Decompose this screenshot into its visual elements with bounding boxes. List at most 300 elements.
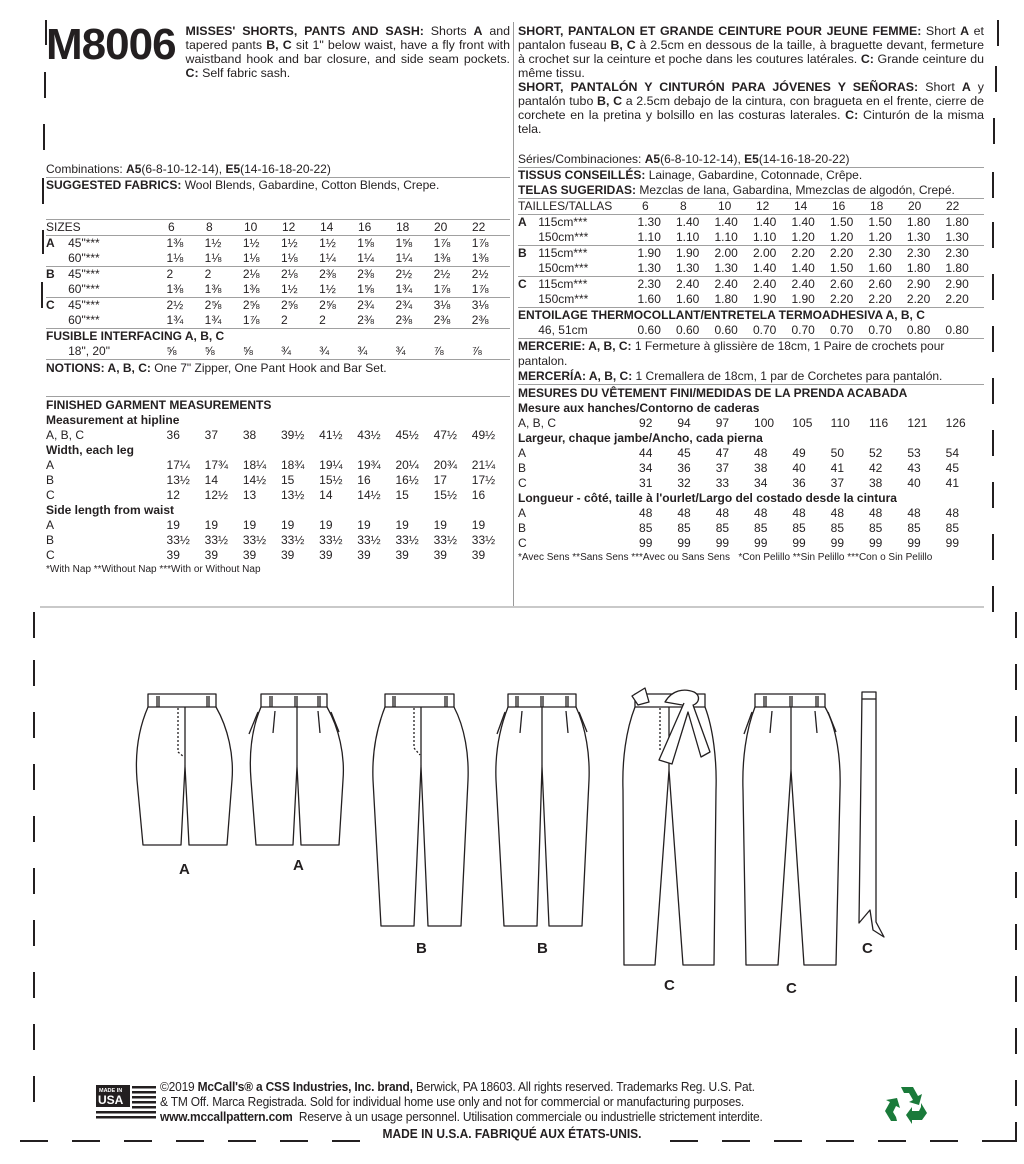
view-letter: A: [518, 215, 538, 231]
yardage-value: 1⅞: [472, 236, 510, 252]
crop-mark: [992, 222, 994, 248]
french-description: SHORT, PANTALON ET GRANDE CEINTURE POUR JEUNE FEMME: Short A et pantalon fuseau B, C à 2.5cm en dessous de la taille, à braguette devant, fermeture à crochet sur la ceinture et poche dans les coutures latérales. C: Grande ceinture du même tissu.: [518, 24, 984, 80]
yardage-value: 2.40: [753, 277, 791, 293]
crop-mark: [42, 178, 44, 204]
website-link[interactable]: www.mccallpattern.com: [160, 1109, 293, 1124]
view-a-back-drawing: [249, 694, 343, 845]
yardage-value: 1.30: [945, 230, 969, 244]
yardage-value: 1.40: [752, 261, 777, 275]
yardage-value: 2.30: [638, 277, 676, 293]
title-block: [46, 20, 510, 80]
measurement-row: [46, 488, 510, 503]
yardage-value: 1.10: [637, 230, 661, 244]
yardage-value: 2.00: [714, 246, 752, 262]
yardage-value: 1.60: [676, 292, 700, 306]
yardage-value: 1¼: [357, 251, 374, 265]
row-label: A: [518, 446, 527, 460]
view-c-front-drawing: [623, 688, 716, 965]
row-label: C: [518, 476, 527, 490]
yardage-row: [518, 246, 984, 262]
fabric-width: 150cm***: [538, 230, 589, 244]
suggested-fabrics-es: TELAS SUGERIDAS: Mezclas de lana, Gabardina, Mmezclas de algodón, Crepé.: [518, 183, 955, 197]
cut-line-dash: [228, 1140, 256, 1142]
yardage-value: 2.60: [830, 277, 868, 293]
yardage-value: 1.30: [714, 261, 738, 275]
view-letter: [46, 251, 68, 267]
garment-illustrations: [0, 610, 1024, 1070]
yardage-value: 1.90: [791, 292, 815, 306]
measurement-value: 14: [319, 488, 333, 502]
yardage-row: [46, 236, 510, 252]
yardage-value: 2.30: [868, 246, 906, 262]
measurement-value: 85: [754, 521, 768, 535]
measurement-value: 19: [433, 518, 447, 532]
measurement-value: 39½: [280, 428, 305, 442]
measurement-value: 48: [639, 506, 653, 520]
view-letter: [518, 230, 538, 246]
yardage-table: [518, 198, 984, 214]
measurement-value: 43½: [357, 428, 381, 442]
row-label: B: [46, 473, 55, 487]
measurement-value: 15½: [433, 488, 457, 502]
yardage-value: 1⅛: [166, 251, 184, 265]
yardage-value: 1⅝: [357, 236, 395, 252]
measurement-value: 37: [204, 428, 219, 442]
measurement-heading: Width, each leg: [46, 443, 134, 457]
yardage-value: 1.80: [907, 215, 945, 231]
measurement-value: 48: [677, 506, 691, 520]
yardage-value: 1.30: [906, 230, 931, 244]
cut-line-dash: [72, 1140, 100, 1142]
yardage-value: 2.60: [868, 277, 906, 293]
english-description: MISSES' SHORTS, PANTS AND SASH: Shorts A and tapered pants B, C sit 1" below waist, have a fly front with waistband hook and bar closure, and side seam pockets. C: Self fabric sash.: [185, 24, 510, 80]
measurement-value: 19: [204, 518, 219, 532]
measurement-heading: Mesure aux hanches/Contorno de caderas: [518, 401, 760, 415]
measurement-value: 16: [357, 473, 371, 487]
yardage-rows: [46, 235, 510, 328]
yardage-value: 2⅛: [281, 267, 319, 283]
yardage-value: 1⅝: [357, 282, 374, 296]
crop-mark: [992, 586, 994, 612]
pattern-number: M8006: [46, 20, 176, 69]
measurement-table: [46, 428, 510, 443]
yardage-value: 2.30: [945, 246, 984, 262]
yardage-value: 1.20: [868, 230, 892, 244]
fabric-width: 60"***: [68, 313, 100, 327]
measurement-value: 39: [242, 548, 257, 562]
yardage-value: 1¾: [204, 313, 222, 327]
measurement-heading: Side length from waist: [46, 503, 175, 517]
yardage-value: 2.00: [753, 246, 791, 262]
view-label: C: [786, 980, 797, 997]
yardage-value: 1.20: [791, 230, 815, 244]
measurement-value: 49: [792, 446, 806, 460]
measurement-value: 99: [830, 536, 845, 550]
yardage-value: 1⅜: [471, 251, 489, 265]
measurement-value: 14: [204, 473, 219, 487]
measurement-row: [46, 428, 510, 443]
yardage-value: 1⅛: [204, 251, 222, 265]
measurement-value: 40: [792, 461, 806, 475]
fgm-sections: [518, 401, 984, 551]
row-label: C: [46, 488, 55, 502]
measurement-value: 20¼: [395, 458, 419, 472]
measurement-value: 17¾: [204, 458, 229, 472]
measurement-value: 38: [242, 428, 257, 442]
measurement-value: 36: [792, 476, 806, 490]
yardage-value: 1¼: [319, 251, 336, 265]
yardage-value: 2⅝: [281, 298, 319, 314]
view-letter: [518, 261, 538, 277]
measurement-value: 21¼: [471, 458, 496, 472]
interfacing-heading: FUSIBLE INTERFACING A, B, C: [46, 328, 510, 344]
yardage-value: 1½: [319, 236, 357, 252]
measurement-value: 99: [907, 536, 921, 550]
measurement-value: 13½: [166, 473, 190, 487]
row-label: C: [46, 548, 55, 562]
crop-mark: [1015, 1122, 1017, 1142]
view-letter: [518, 292, 538, 307]
measurement-value: 17¼: [166, 458, 190, 472]
measurement-value: 39: [471, 548, 486, 562]
measurement-table: [518, 506, 984, 551]
cut-line-dash: [280, 1140, 308, 1142]
measurement-value: 14½: [242, 473, 267, 487]
yardage-value: 1¾: [166, 313, 184, 327]
measurement-value: 99: [754, 536, 768, 550]
measurement-value: 33½: [242, 533, 267, 547]
measurement-value: 116: [869, 416, 889, 430]
crop-mark: [992, 534, 994, 560]
svg-text:MADE IN: MADE IN: [99, 1088, 123, 1094]
yardage-value: 1⅞: [471, 282, 489, 296]
english-title: MISSES' SHORTS, PANTS AND SASH:: [185, 24, 424, 38]
measurement-value: 50: [830, 446, 845, 460]
crop-mark: [997, 20, 999, 46]
measurement-value: 17½: [471, 473, 496, 487]
interfacing-row: 18", 20" ⅝ ⅝ ⅝ ¾ ¾ ¾ ¾ ⅞ ⅞: [68, 344, 482, 358]
cut-line-dash: [982, 1140, 1016, 1142]
brand-name: McCall's® a CSS Industries, Inc. brand,: [197, 1079, 413, 1094]
measurement-value: 19: [471, 518, 486, 532]
measurement-row: [518, 461, 984, 476]
measurement-value: 99: [677, 536, 691, 550]
fabric-width: 60"***: [68, 251, 100, 265]
measurement-value: 39: [280, 548, 295, 562]
section-divider: [40, 606, 984, 608]
yardage-value: 1.40: [753, 215, 791, 231]
yardage-value: 2: [280, 313, 288, 327]
measurement-value: 126: [945, 416, 966, 430]
yardage-value: 2¾: [357, 298, 395, 314]
yardage-value: 1⅜: [204, 282, 222, 296]
suggested-fabrics-fr: TISSUS CONSEILLÉS: Lainage, Gabardine, Cotonnade, Crêpe.: [518, 167, 984, 183]
measurement-value: 37: [830, 476, 845, 490]
cut-line-dash: [124, 1140, 152, 1142]
measurement-value: 33½: [166, 533, 190, 547]
measurement-value: 32: [677, 476, 691, 490]
measurement-row: [518, 521, 984, 536]
measurement-heading: Measurement at hipline: [46, 413, 180, 427]
measurement-value: 48: [945, 506, 960, 520]
combinations: Combinations: A5(6-8-10-12-14), E5(14-16-18-20-22): [46, 162, 331, 176]
made-in-usa-logo-icon: [96, 1085, 156, 1119]
yardage-value: 1.30: [638, 215, 676, 231]
measurement-value: 41½: [319, 428, 343, 442]
yardage-row: [46, 267, 510, 283]
measurement-row: [46, 548, 510, 563]
english-panel: [46, 20, 510, 577]
yardage-value: 1½: [243, 236, 281, 252]
measurement-value: 19: [357, 518, 371, 532]
row-label: A, B, C: [46, 428, 85, 442]
measurement-value: 15: [280, 473, 295, 487]
yardage-value: 1.10: [752, 230, 777, 244]
measurement-value: 34: [754, 476, 768, 490]
legal-text: ©2019 McCall's® a CSS Industries, Inc. brand, Berwick, PA 18603. All rights reserved. Trademarks Reg. U.S. Pat. & TM Off. Marca Registrada. Sold for individual home use only and not for commercial or manufacturing purposes. www.mccallpattern.com Reserve à un usage personnel. Utilisation commerciale ou industrielle strictement interdite.: [160, 1079, 763, 1124]
yardage-value: 2⅜: [395, 313, 413, 327]
measurement-value: 92: [639, 416, 653, 430]
measurement-row: [46, 473, 510, 488]
yardage-value: 2.20: [945, 292, 969, 306]
yardage-value: 2.90: [907, 277, 945, 293]
measurement-value: 19: [242, 518, 257, 532]
measurement-table: [518, 446, 984, 491]
yardage-value: 1.90: [676, 246, 714, 262]
cut-line-dash: [878, 1140, 906, 1142]
measurement-value: 40: [907, 476, 921, 490]
svg-text:USA: USA: [98, 1093, 124, 1107]
yardage-value: 1.40: [791, 215, 829, 231]
measurement-value: 37: [715, 461, 730, 475]
measurement-value: 31: [639, 476, 653, 490]
measurement-value: 99: [715, 536, 730, 550]
yardage-row: [518, 292, 984, 307]
measurement-heading: Longueur - côté, taille à l'ourlet/Largo del costado desde la cintura: [518, 491, 897, 505]
yardage-value: 2: [205, 267, 243, 283]
measurement-value: 100: [754, 416, 775, 430]
measurement-table: [46, 458, 510, 503]
measurement-value: 41: [830, 461, 845, 475]
view-c-back-drawing: [743, 694, 840, 965]
yardage-value: 1⅜: [242, 282, 260, 296]
measurement-row: [518, 476, 984, 491]
yardage-value: 2.40: [791, 277, 829, 293]
measurement-row: [46, 518, 510, 533]
yardage-value: 2: [167, 267, 205, 283]
measurement-row: [518, 536, 984, 551]
measurement-table: [46, 518, 510, 563]
measurement-value: 53: [907, 446, 921, 460]
measurement-value: 33½: [357, 533, 381, 547]
view-label: A: [293, 857, 304, 874]
fabric-width: 115cm***: [538, 277, 637, 293]
crop-mark: [41, 282, 43, 308]
view-b-front-drawing: [373, 694, 468, 926]
measurement-value: 99: [945, 536, 960, 550]
yardage-value: 1⅜: [433, 251, 451, 265]
yardage-value: 1⅞: [433, 282, 451, 296]
yardage-value: 1⅛: [242, 251, 260, 265]
yardage-value: 2.20: [791, 246, 829, 262]
yardage-value: 2⅜: [357, 267, 395, 283]
yardage-value: 1.60: [868, 261, 892, 275]
yardage-value: 1.60: [637, 292, 661, 306]
yardage-value: 2⅜: [319, 267, 357, 283]
row-label: A: [46, 518, 55, 532]
measurement-row: [46, 458, 510, 473]
measurement-value: 47½: [433, 428, 457, 442]
yardage-value: 1¼: [395, 251, 413, 265]
measurement-value: 48: [907, 506, 921, 520]
yardage-value: 1.50: [830, 215, 868, 231]
measurement-value: 85: [639, 521, 653, 535]
measurement-value: 34: [639, 461, 653, 475]
cut-line-dash: [176, 1140, 204, 1142]
crop-mark: [993, 118, 995, 144]
spanish-description: SHORT, PANTALÓN Y CINTURÓN PARA JÓVENES Y SEÑORAS: Short A y pantalón tubo B, C a 2.5cm debajo de la cintura, con bragueta en el frente, cierre de corchete en la pretina y bolsillo en las costuras laterales. C: Cinturón de la misma tela.: [518, 80, 985, 136]
row-label: B: [518, 461, 527, 475]
measurement-value: 39: [395, 548, 409, 562]
yardage-row: [46, 313, 510, 328]
yardage-value: 1.30: [676, 261, 700, 275]
measurement-value: 85: [830, 521, 845, 535]
view-letter: [46, 313, 68, 328]
measurement-value: 14½: [357, 488, 381, 502]
french-spanish-panel: [518, 24, 984, 565]
yardage-value: 1½: [319, 282, 336, 296]
measurement-value: 39: [433, 548, 447, 562]
crop-mark: [992, 326, 994, 352]
measurement-value: 33½: [395, 533, 419, 547]
measurement-value: 39: [204, 548, 219, 562]
view-letter: [46, 282, 68, 298]
yardage-value: 2.20: [906, 292, 931, 306]
yardage-row: [518, 277, 984, 293]
crop-mark: [995, 66, 997, 92]
suggested-fabrics: SUGGESTED FABRICS: Wool Blends, Gabardine, Cotton Blends, Crepe.: [46, 177, 510, 193]
measurement-row: [46, 533, 510, 548]
crop-mark: [992, 430, 994, 456]
view-letter: C: [518, 277, 538, 293]
yardage-row: [46, 282, 510, 298]
measurement-value: 85: [715, 521, 730, 535]
measurement-heading: Largeur, chaque jambe/Ancho, cada pierna: [518, 431, 763, 445]
interfacing-row: 46, 51cm 0.60 0.60 0.60 0.70 0.70 0.70 0.70 0.80 0.80: [538, 323, 969, 337]
crop-mark: [43, 124, 45, 150]
measurement-value: 97: [715, 416, 730, 430]
measurement-value: 99: [792, 536, 806, 550]
cut-line-dash: [20, 1140, 48, 1142]
crop-mark: [992, 482, 994, 508]
crop-mark: [33, 1076, 35, 1102]
yardage-rows: [518, 214, 984, 307]
measurement-value: 45: [945, 461, 960, 475]
fgm-sections: [46, 413, 510, 563]
yardage-value: 1.80: [906, 261, 931, 275]
yardage-row: [46, 298, 510, 314]
measurement-value: 20¾: [433, 458, 457, 472]
measurement-value: 19: [319, 518, 333, 532]
measurement-value: 85: [945, 521, 960, 535]
measurement-value: 42: [869, 461, 883, 475]
yardage-value: 1⅝: [395, 236, 433, 252]
yardage-value: 1.40: [714, 215, 752, 231]
measurement-value: 99: [869, 536, 883, 550]
measurement-value: 54: [945, 446, 960, 460]
made-in-usa-text: MADE IN U.S.A. FABRIQUÉ AUX ÉTATS-UNIS.: [382, 1126, 642, 1141]
yardage-value: 1¾: [395, 282, 413, 296]
yardage-table: [46, 219, 510, 235]
measurement-value: 48: [869, 506, 883, 520]
yardage-value: 1.10: [714, 230, 738, 244]
notions-fr: MERCERIE: A, B, C: 1 Fermeture à glissière de 18cm, 1 Paire de crochets pour pantalon.: [518, 338, 984, 369]
measurement-value: 19: [395, 518, 409, 532]
view-label: C: [664, 977, 675, 994]
fabric-width: 150cm***: [538, 261, 589, 275]
measurement-value: 85: [677, 521, 691, 535]
yardage-value: 2⅝: [205, 298, 243, 314]
measurement-value: 44: [639, 446, 653, 460]
cut-line-dash: [670, 1140, 698, 1142]
view-letter: A: [46, 236, 68, 252]
interfacing-heading: ENTOILAGE THERMOCOLLANT/ENTRETELA TERMOADHESIVA A, B, C: [518, 307, 984, 323]
measurement-value: 18¼: [242, 458, 267, 472]
measurement-value: 85: [792, 521, 806, 535]
yardage-row: [518, 230, 984, 246]
yardage-value: 1.90: [638, 246, 676, 262]
measurement-value: 13: [242, 488, 257, 502]
measurement-value: 19¼: [319, 458, 343, 472]
crop-mark: [992, 172, 994, 198]
cut-line-dash: [774, 1140, 802, 1142]
yardage-value: 2½: [167, 298, 205, 314]
fabric-width: 60"***: [68, 282, 100, 296]
fgm-title: FINISHED GARMENT MEASUREMENTS: [46, 396, 510, 413]
yardage-value: 2.20: [830, 246, 868, 262]
yardage-value: 3⅛: [434, 298, 472, 314]
measurement-value: 33½: [319, 533, 343, 547]
row-label: B: [518, 521, 527, 535]
yardage-value: 1½: [281, 236, 319, 252]
measurement-value: 15: [395, 488, 409, 502]
yardage-value: 2⅝: [319, 298, 357, 314]
yardage-value: 2.40: [676, 277, 714, 293]
measurement-row: [518, 446, 984, 461]
fgm-title: MESURES DU VÊTEMENT FINI/MEDIDAS DE LA PRENDA ACABADA: [518, 384, 984, 401]
cut-line-dash: [826, 1140, 854, 1142]
measurement-value: 49½: [471, 428, 496, 442]
crop-mark: [992, 274, 994, 300]
measurement-value: 45½: [395, 428, 419, 442]
yardage-value: 1.10: [676, 230, 700, 244]
yardage-value: 1.80: [945, 215, 984, 231]
yardage-value: 1.40: [791, 261, 815, 275]
fabric-width: 115cm***: [538, 246, 637, 262]
fabric-width: 45"***: [68, 236, 166, 252]
fabric-width: 115cm***: [538, 215, 637, 231]
row-label: B: [46, 533, 55, 547]
yardage-value: 1⅞: [434, 236, 472, 252]
yardage-value: 1.20: [829, 230, 854, 244]
measurement-value: 36: [166, 428, 180, 442]
measurement-value: 110: [830, 416, 850, 430]
fabric-width: 45"***: [68, 298, 166, 314]
row-label: A, B, C: [518, 416, 557, 430]
yardage-value: 2.20: [868, 292, 892, 306]
yardage-value: 1.40: [676, 215, 714, 231]
yardage-row: [518, 261, 984, 277]
